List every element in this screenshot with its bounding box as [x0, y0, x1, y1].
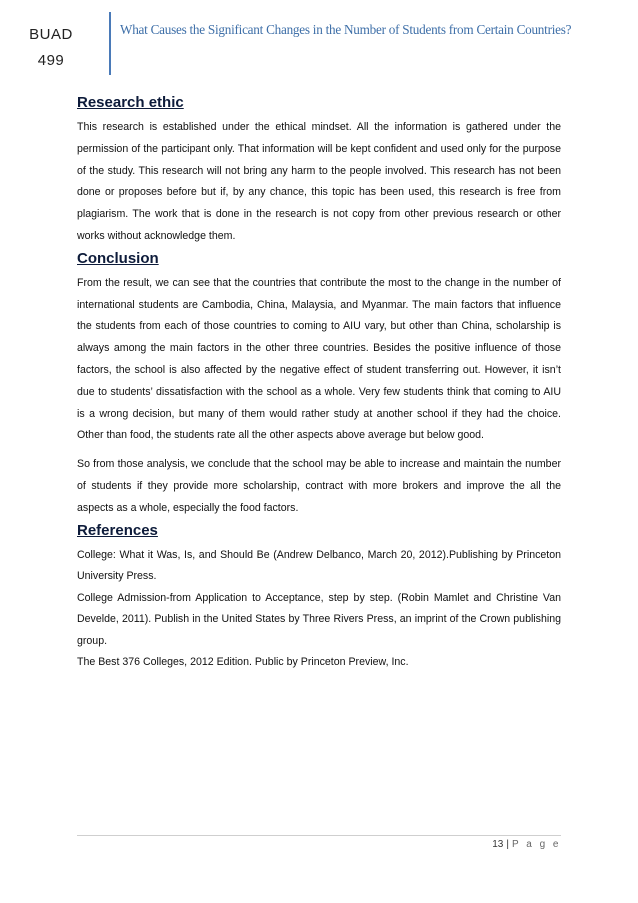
references-list — [77, 545, 561, 674]
heading-references: References — [77, 521, 158, 539]
heading-conclusion: Conclusion — [77, 249, 159, 267]
course-code — [0, 22, 102, 74]
page-content — [77, 92, 561, 674]
reference-item: The Best 376 Colleges, 2012 Edition. Public by Princeton Preview, Inc. — [77, 656, 409, 669]
conclusion-body — [77, 273, 561, 520]
reference-item: College Admission-from Application to Acceptance, step by step. (Robin Mamlet and Christine Van Develde, 2011). Publish in the United States by Three Rivers Press, an imprint of the Crown publishing group. — [77, 591, 561, 647]
header-divider — [109, 12, 111, 75]
conclusion-paragraph-1: From the result, we can see that the countries that contribute the most to the change in the number of international students are Cambodia, China, Malaysia, and Myanmar. The main factors that influence the students from each of those countries to coming to AIU vary, but other than China, scholarship is always among the main factors in the other three countries. Besides the positive influence of those factors, the school is also affected by the negative effect of student transferring out. However, it isn’t due to students’ dissatisfaction with the school as a whole. Very few students think that coming to AIU is a wrong decision, but many of them would rather study at another school if they had the choice. Other than food, the students rate all the other aspects above average but below good. — [77, 276, 561, 442]
reference-item: College: What it Was, Is, and Should Be (Andrew Delbanco, March 20, 2012).Publishing by Princeton University Press. — [77, 548, 561, 583]
footer-separator: | — [506, 839, 509, 850]
page-number: 13 — [492, 839, 504, 850]
page-label: P a g e — [511, 839, 561, 850]
course-code-line-2: 499 — [37, 52, 65, 69]
heading-research-ethic: Research ethic — [77, 94, 184, 111]
running-title: What Causes the Significant Changes in the Number of Students from Certain Countries? — [120, 22, 572, 37]
course-code-line-1: BUAD — [29, 26, 73, 43]
conclusion-paragraph-2: So from those analysis, we conclude that the school may be able to increase and maintain the number of students if they provide more scholarship, contract with more brokers and improve the all the aspects as a whole, especially the food factors. — [77, 458, 561, 514]
page-footer — [77, 838, 561, 852]
research-ethic-body — [77, 117, 561, 248]
footer-divider — [77, 835, 561, 836]
research-ethic-paragraph: This research is established under the ethical mindset. All the information is gathered under the permission of the participant only. That information will be kept confident and used only for the purpose of the study. This research will not bring any harm to the people involved. This research has not been done or proposes before but if, by any chance, this topic has been used, this research is free from plagiarism. The work that is done in the research is not copy from other previous research or other works without acknowledge them. — [77, 121, 561, 242]
